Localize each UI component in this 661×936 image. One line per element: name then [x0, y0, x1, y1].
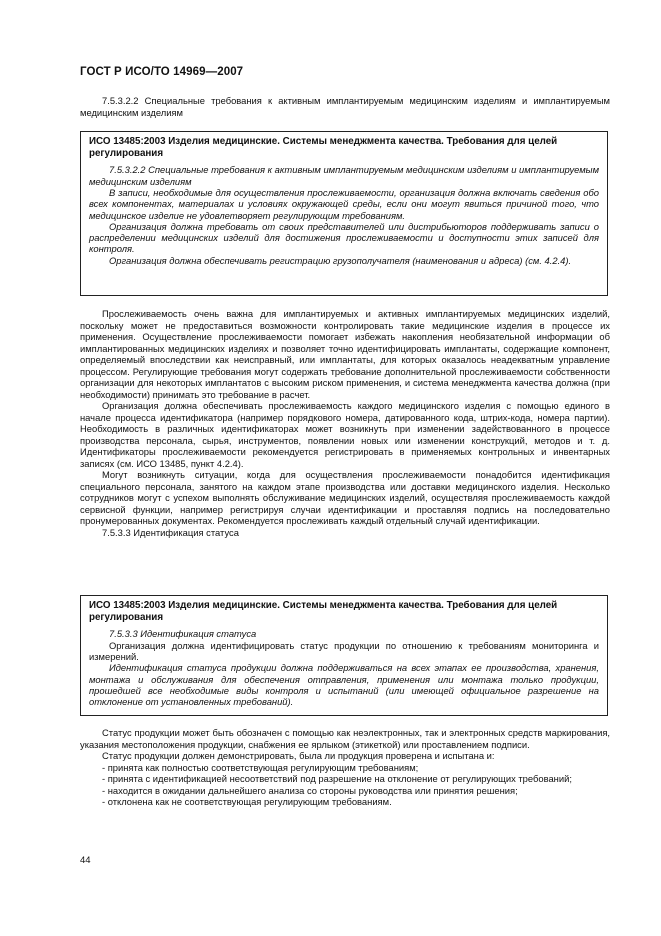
list-item: - принята как полностью соответствующая регулирующим требованиям;	[102, 761, 419, 773]
body-paragraph: Прослеживаемость очень важна для имплантируемых и активных имплантируемых медицинских изделий, поскольку может не предоставиться возможности контролировать такие медицинские изделия в процессе их применения. Осуществление прослеживаемости помогает избежать накопления необязательной информации об имплантированных медицинских изделиях и позволяет точно идентифицировать имплантаты, содержащие компонент, определяемый впоследствии как неисправный, или имплантаты, для которых оказалось неадекватным управление процессом. Регулирующие требования могут содержать требование дополнительной прослеживаемости собственности организации для некоторых имплантатов с высоким риском применения, и система менеджмента качества должна (при необходимости) принимать это требование в расчет.	[80, 308, 610, 400]
section-7-5-3-3-heading: 7.5.3.3 Идентификация статуса	[102, 526, 239, 538]
status-list	[80, 762, 610, 808]
list-item: - принята с идентификацией несоответствий под разрешение на отклонение от регулирующих требований;	[102, 773, 572, 784]
iso-quote-box-2	[80, 595, 608, 716]
body-section-2	[80, 727, 610, 808]
quote-paragraph: Организация должна идентифицировать статус продукции по отношению к требованиям мониторинга и измерений.	[89, 639, 599, 662]
page-number: 44	[80, 855, 91, 866]
quote-section: 7.5.3.3 Идентификация статуса	[109, 628, 257, 640]
quote-paragraph: Организация должна обеспечивать регистрацию грузополучателя (наименования и адреса) (см. 4.2.4).	[109, 254, 572, 266]
quote-title: ИСО 13485:2003 Изделия медицинские. Системы менеджмента качества. Требования для целей регулирования	[89, 136, 558, 160]
document-header: ГОСТ Р ИСО/ТО 14969—2007	[80, 66, 244, 78]
section-7-5-3-2-2-heading	[80, 95, 610, 118]
body-section-1	[80, 308, 610, 538]
quote-paragraph: В записи, необходимые для осуществления прослеживаемости, организация должна включать сведения обо всех компонентах, материалах и условиях окружающей среды, если они могут явиться причиной того, что медицинское изделие не удовлетворяет регулирующим требованиям.	[89, 187, 599, 221]
section-heading-text: 7.5.3.2.2 Специальные требования к активным имплантируемым медицинским изделиям и имплантируемым медицинским изделиям	[80, 95, 610, 118]
quote-paragraph: Организация должна требовать от своих представителей или дистрибьюторов поддерживать записи о распределении медицинских изделий для достижения прослеживаемости и доступности этих записей для контроля.	[89, 220, 599, 255]
body-paragraph: Статус продукции может быть обозначен с помощью как неэлектронных, так и электронных средств маркирования, указания местоположения продукции, снабжения ее ярлыком (этикеткой) или проставлением подписи.	[80, 727, 610, 750]
iso-quote-box-1	[80, 131, 608, 296]
body-paragraph: Статус продукции должен демонстрировать, была ли продукция проверена и испытана и:	[102, 750, 495, 761]
list-item: - отклонена как не соответствующая регулирующим требованиям.	[102, 796, 392, 807]
quote-paragraph: Идентификация статуса продукции должна поддерживаться на всех этапах ее производства, хранения, монтажа и обслуживания для обеспечения отправления, применения или монтажа только продукции, прошедшей все необходимые виды контроля и испытаний (или имеющей официальное разрешение на отклонение от установленных требований).	[89, 662, 599, 708]
body-paragraph: Могут возникнуть ситуации, когда для осуществления прослеживаемости понадобится идентификация специального персонала, занятого на каждом этапе производства или доставки медицинского изделия. Несколько сотрудников могут с успехом выполнять обслуживание медицинских изделий, осуществляя прослеживаемость каждой сервисной функции, например регистрируя случаи идентификации и проставляя подпись на последовательно пронумерованных документах. Рекомендуется прослеживать каждый отдельный случай идентификации.	[80, 469, 610, 526]
quote-title: ИСО 13485:2003 Изделия медицинские. Системы менеджмента качества. Требования для целей регулирования	[89, 600, 558, 624]
list-item: - находится в ожидании дальнейшего анализа со стороны руководства или принятия решения;	[102, 784, 518, 796]
quote-section: 7.5.3.2.2 Специальные требования к активным имплантируемым медицинским изделиям и имплантируемым медицинским изделиям	[89, 164, 599, 187]
body-paragraph: Организация должна обеспечивать прослеживаемость каждого медицинского изделия с помощью единого в начале процесса идентификатора (например порядкового номера, датированного кода, штрих-кода, номера партии). Необходимость в различных идентификаторах может возникнуть при изменении задействованного в процессе производства персонала, сырья, инструментов, появлении новых или изменении конструкций, методов и т. д. Идентификаторы прослеживаемости рекомендуется регистрировать в применяемых контрольных и инвентарных записях (см. ИСО 13485, пункт 4.2.4).	[80, 400, 610, 469]
